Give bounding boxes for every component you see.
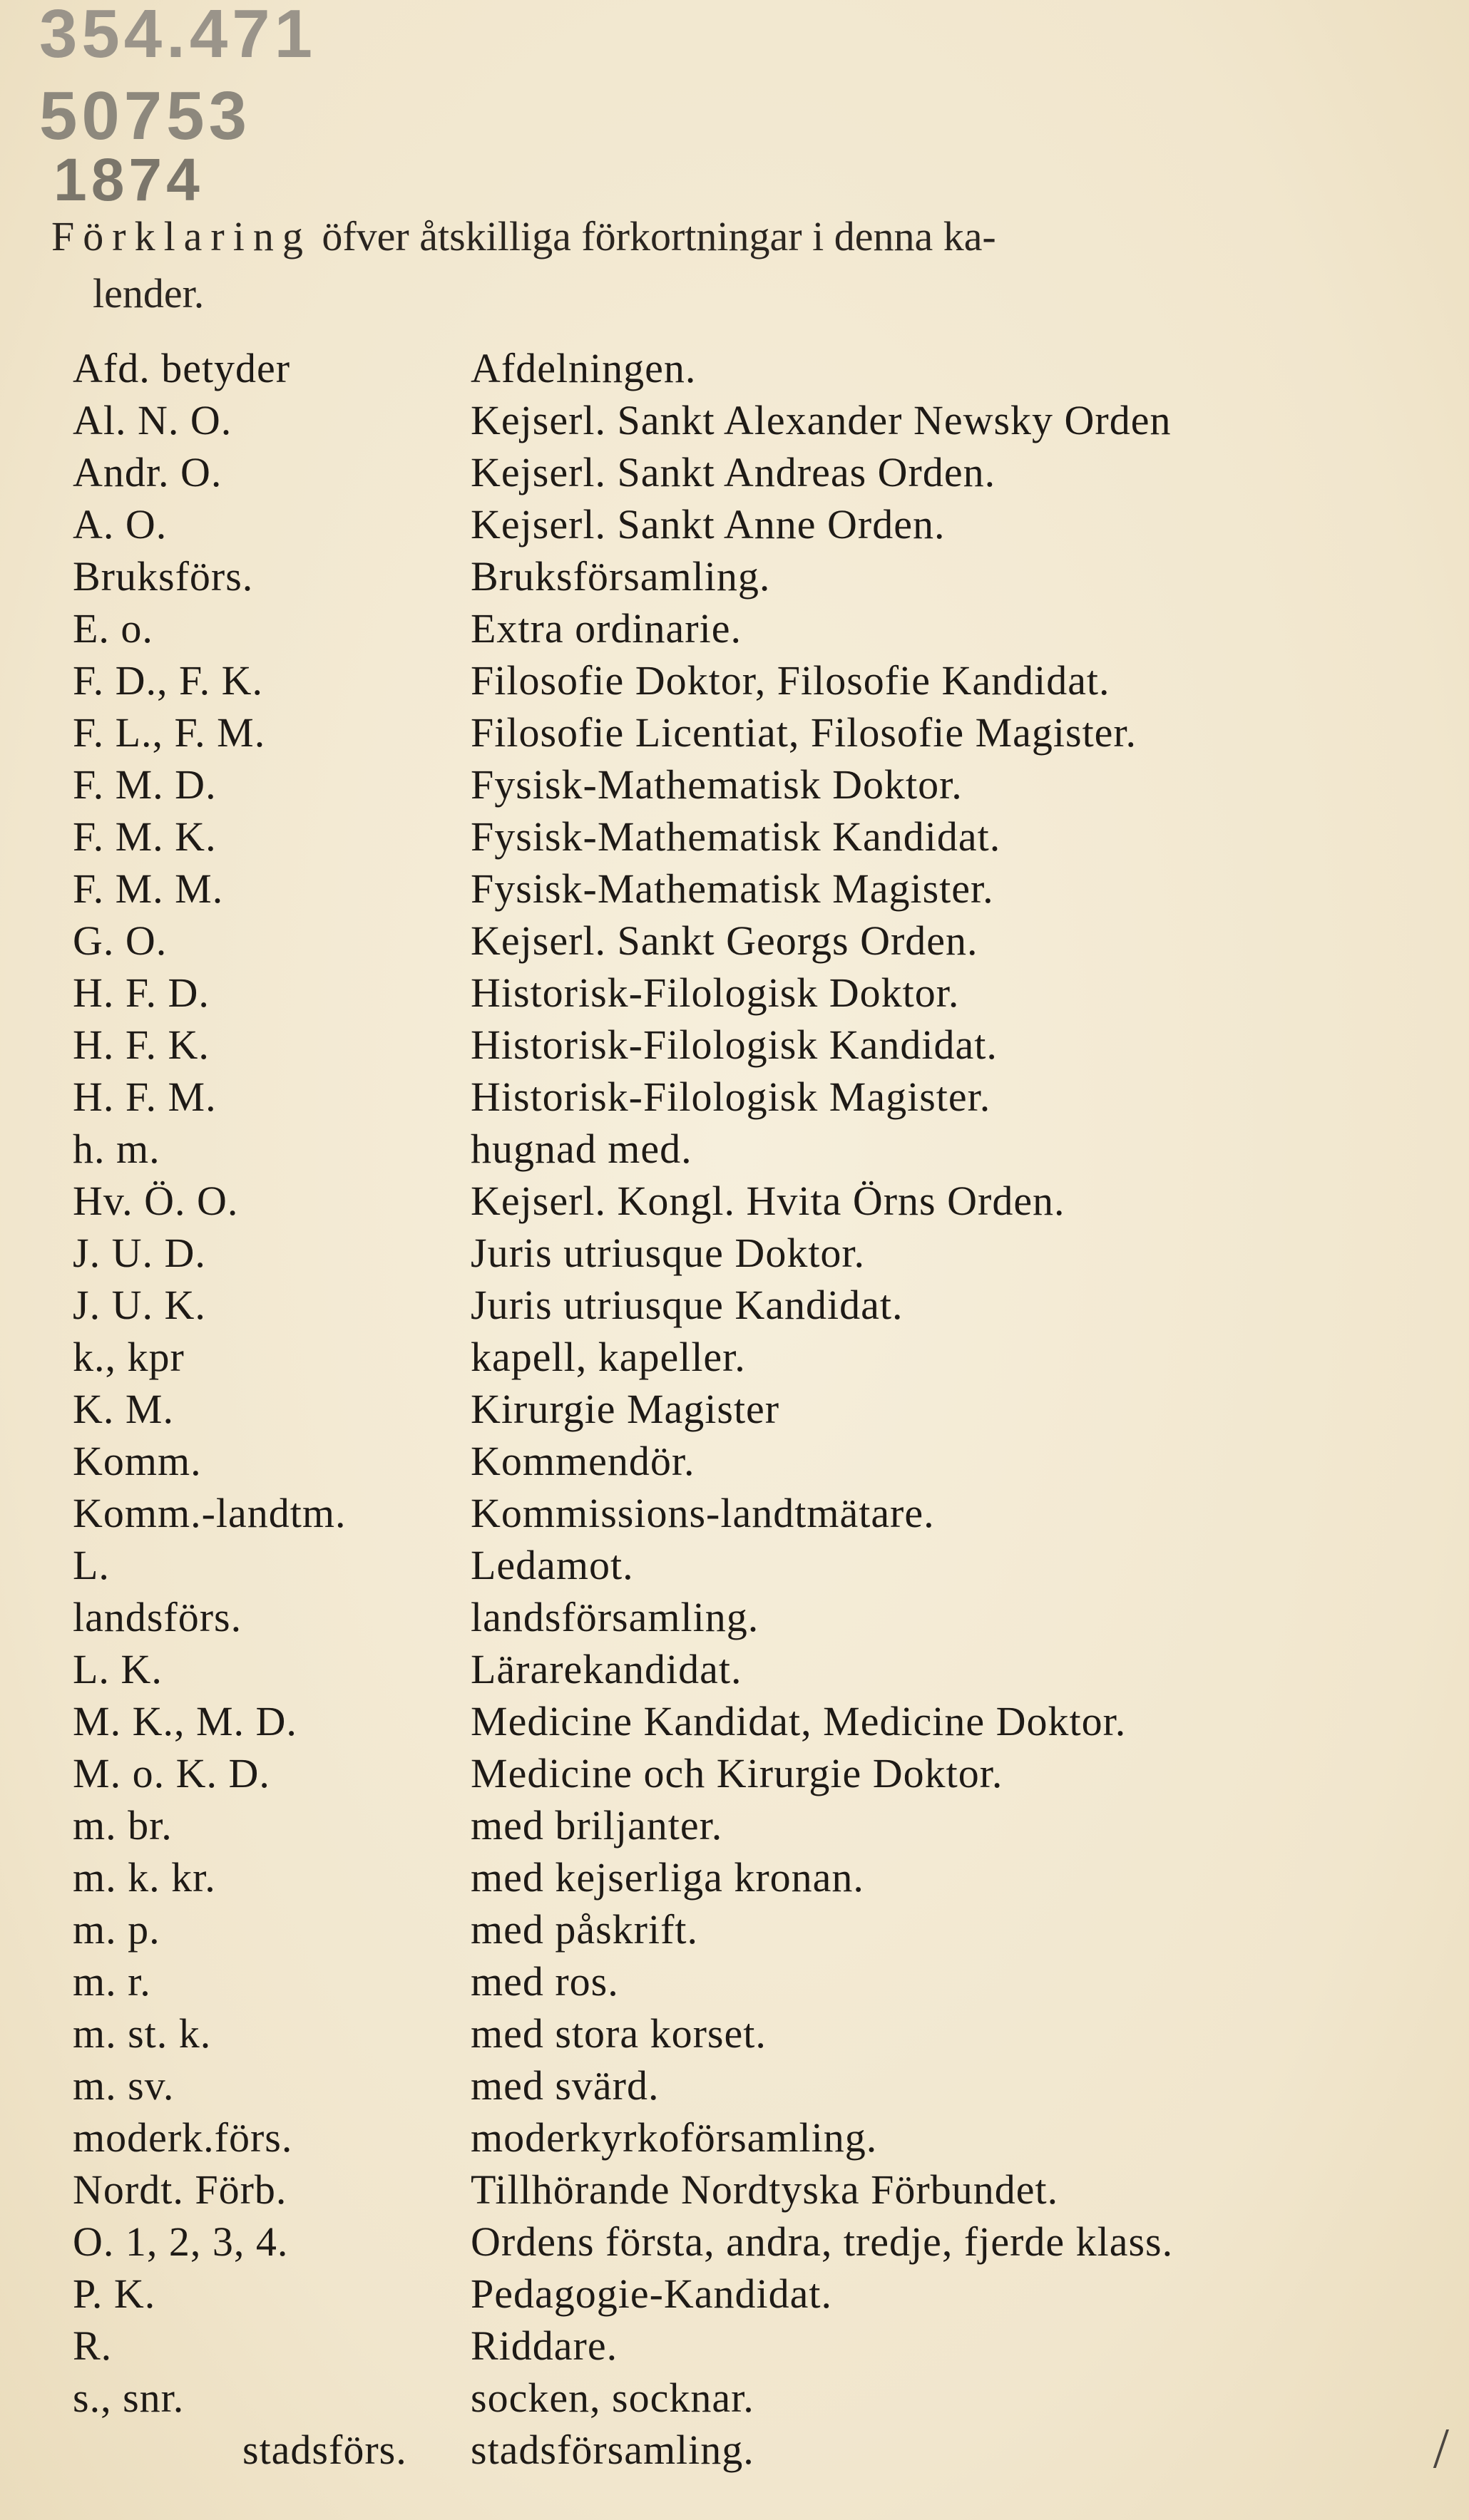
- abbreviation-term: F. M. K.: [73, 813, 217, 860]
- abbreviation-row: [0, 2007, 1469, 2060]
- abbreviation-row: [0, 1591, 1469, 1644]
- abbreviation-term: m. sv.: [73, 2062, 175, 2109]
- abbreviation-term: Hv. Ö. O.: [73, 1178, 239, 1224]
- abbreviation-meaning: Historisk-Filologisk Doktor.: [471, 970, 960, 1016]
- abbreviation-term: O. 1, 2, 3, 4.: [73, 2218, 289, 2265]
- abbreviation-row: [0, 1539, 1469, 1592]
- heading-title-word: Förklaring: [51, 213, 312, 259]
- abbreviation-term: K. M.: [73, 1386, 174, 1432]
- abbreviation-term: landsförs.: [73, 1594, 242, 1640]
- abbreviation-meaning: Ledamot.: [471, 1542, 634, 1588]
- abbreviation-meaning: med påskrift.: [471, 1906, 699, 1953]
- abbreviation-row: [0, 811, 1469, 863]
- handwritten-shelfmark-line-2: 50753: [39, 78, 251, 154]
- abbreviation-term: moderk.förs.: [73, 2114, 293, 2161]
- heading-title-continuation: lender.: [93, 270, 205, 317]
- abbreviation-row: [0, 1487, 1469, 1540]
- abbreviation-term: m. br.: [73, 1802, 173, 1848]
- abbreviation-term: A. O.: [73, 501, 168, 547]
- abbreviation-term: m. r.: [73, 1958, 151, 2005]
- abbreviation-row: [0, 1643, 1469, 1696]
- abbreviation-meaning: Fysisk-Mathematisk Kandidat.: [471, 813, 1001, 860]
- abbreviation-term: F. M. D.: [73, 761, 217, 808]
- abbreviation-term: M. o. K. D.: [73, 1750, 270, 1796]
- abbreviation-meaning: Medicine och Kirurgie Doktor.: [471, 1750, 1003, 1796]
- abbreviation-term: L.: [73, 1542, 110, 1588]
- abbreviation-row: [0, 1955, 1469, 2008]
- abbreviation-term: Al. N. O.: [73, 397, 232, 443]
- abbreviation-term: F. M. M.: [73, 865, 224, 912]
- heading-title-rest: öfver åtskilliga förkortningar i denna ka-: [322, 213, 996, 259]
- abbreviation-row: [0, 550, 1469, 603]
- abbreviation-meaning: Filosofie Doktor, Filosofie Kandidat.: [471, 657, 1110, 704]
- abbreviation-row: [0, 2059, 1469, 2112]
- abbreviation-meaning: moderkyrkoförsamling.: [471, 2114, 878, 2161]
- abbreviation-meaning: Kejserl. Kongl. Hvita Örns Orden.: [471, 1178, 1065, 1224]
- abbreviation-row: [0, 2164, 1469, 2216]
- abbreviation-term: H. F. M.: [73, 1074, 217, 1120]
- abbreviation-meaning: Kirurgie Magister: [471, 1386, 780, 1432]
- margin-pencil-mark: /: [1433, 2417, 1449, 2480]
- abbreviation-row: [0, 446, 1469, 499]
- abbreviation-meaning: Filosofie Licentiat, Filosofie Magister.: [471, 709, 1137, 756]
- abbreviation-row: [0, 602, 1469, 655]
- abbreviation-row: [0, 342, 1469, 395]
- abbreviation-term: E. o.: [73, 605, 153, 652]
- abbreviation-row: [0, 1383, 1469, 1436]
- abbreviation-row: [0, 1279, 1469, 1332]
- abbreviation-meaning: Kejserl. Sankt Anne Orden.: [471, 501, 946, 547]
- abbreviation-meaning: Riddare.: [471, 2323, 618, 2369]
- abbreviation-meaning: Juris utriusque Doktor.: [471, 1230, 866, 1276]
- abbreviation-meaning: med kejserliga kronan.: [471, 1854, 864, 1901]
- abbreviation-term: m. st. k.: [73, 2010, 212, 2057]
- abbreviation-term: stadsförs.: [242, 2427, 407, 2473]
- abbreviation-row: [0, 915, 1469, 967]
- abbreviation-term: F. D., F. K.: [73, 657, 263, 704]
- abbreviation-row: [0, 2320, 1469, 2372]
- abbreviation-meaning: med stora korset.: [471, 2010, 767, 2057]
- abbreviation-row: [0, 2424, 1469, 2477]
- abbreviation-row: [0, 1903, 1469, 1956]
- abbreviation-row: [0, 2216, 1469, 2268]
- abbreviation-meaning: Kommissions-landtmätare.: [471, 1490, 935, 1536]
- abbreviation-term: P. K.: [73, 2270, 156, 2317]
- abbreviation-term: m. p.: [73, 1906, 160, 1953]
- abbreviation-term: Andr. O.: [73, 449, 222, 495]
- abbreviation-row: [0, 1851, 1469, 1904]
- abbreviation-row: [0, 2112, 1469, 2164]
- abbreviation-term: Komm.-landtm.: [73, 1490, 347, 1536]
- abbreviation-meaning: landsförsamling.: [471, 1594, 759, 1640]
- abbreviation-term: M. K., M. D.: [73, 1698, 297, 1744]
- abbreviation-term: Afd. betyder: [73, 345, 291, 391]
- abbreviation-meaning: med svärd.: [471, 2062, 660, 2109]
- abbreviation-meaning: Juris utriusque Kandidat.: [471, 1282, 904, 1328]
- abbreviation-meaning: Pedagogie-Kandidat.: [471, 2270, 833, 2317]
- abbreviation-meaning: Lärarekandidat.: [471, 1646, 742, 1692]
- abbreviation-meaning: Medicine Kandidat, Medicine Doktor.: [471, 1698, 1127, 1744]
- abbreviation-row: [0, 1331, 1469, 1384]
- abbreviation-meaning: Fysisk-Mathematisk Doktor.: [471, 761, 963, 808]
- abbreviation-meaning: socken, socknar.: [471, 2375, 754, 2421]
- abbreviation-row: [0, 1175, 1469, 1228]
- abbreviation-meaning: Bruksförsamling.: [471, 553, 771, 600]
- abbreviation-meaning: Ordens första, andra, tredje, fjerde klass.: [471, 2218, 1174, 2265]
- abbreviation-term: H. F. K.: [73, 1022, 210, 1068]
- abbreviation-meaning: kapell, kapeller.: [471, 1334, 746, 1380]
- abbreviation-meaning: med briljanter.: [471, 1802, 723, 1848]
- abbreviation-row: [0, 967, 1469, 1019]
- abbreviation-term: m. k. kr.: [73, 1854, 216, 1901]
- abbreviation-row: [0, 1799, 1469, 1852]
- abbreviation-term: Bruksförs.: [73, 553, 254, 600]
- abbreviation-row: [0, 1071, 1469, 1123]
- abbreviation-term: R.: [73, 2323, 113, 2369]
- abbreviation-meaning: stadsförsamling.: [471, 2427, 754, 2473]
- abbreviation-meaning: Historisk-Filologisk Kandidat.: [471, 1022, 998, 1068]
- abbreviation-term: J. U. K.: [73, 1282, 206, 1328]
- abbreviation-term: Komm.: [73, 1438, 202, 1484]
- abbreviation-row: [0, 394, 1469, 447]
- abbreviation-meaning: Kejserl. Sankt Andreas Orden.: [471, 449, 996, 495]
- abbreviation-row: [0, 1227, 1469, 1280]
- abbreviation-term: s., snr.: [73, 2375, 185, 2421]
- handwritten-shelfmark-line-1: 354.471: [39, 0, 317, 72]
- handwritten-shelfmark-line-3: 1874: [53, 146, 204, 213]
- abbreviation-row: [0, 2268, 1469, 2320]
- abbreviation-row: [0, 758, 1469, 811]
- abbreviation-term: H. F. D.: [73, 970, 210, 1016]
- abbreviation-row: [0, 1123, 1469, 1176]
- abbreviation-row: [0, 1019, 1469, 1071]
- abbreviation-row: [0, 706, 1469, 759]
- abbreviation-term: G. O.: [73, 917, 168, 964]
- abbreviation-meaning: Historisk-Filologisk Magister.: [471, 1074, 991, 1120]
- abbreviation-meaning: Tillhörande Nordtyska Förbundet.: [471, 2166, 1059, 2213]
- abbreviation-term: h. m.: [73, 1126, 160, 1172]
- abbreviation-row: [0, 1747, 1469, 1800]
- abbreviation-row: [0, 1695, 1469, 1748]
- abbreviation-row: [0, 1435, 1469, 1488]
- abbreviation-row: [0, 654, 1469, 707]
- abbreviation-term: k., kpr: [73, 1334, 185, 1380]
- abbreviation-meaning: med ros.: [471, 1958, 619, 2005]
- abbreviation-meaning: Kommendör.: [471, 1438, 695, 1484]
- abbreviation-term: J. U. D.: [73, 1230, 206, 1276]
- abbreviation-meaning: Extra ordinarie.: [471, 605, 742, 652]
- abbreviation-term: F. L., F. M.: [73, 709, 266, 756]
- abbreviation-meaning: Fysisk-Mathematisk Magister.: [471, 865, 994, 912]
- abbreviation-meaning: hugnad med.: [471, 1126, 692, 1172]
- abbreviation-term: Nordt. Förb.: [73, 2166, 287, 2213]
- abbreviation-meaning: Kejserl. Sankt Alexander Newsky Orden: [471, 397, 1172, 443]
- abbreviation-row: [0, 498, 1469, 551]
- abbreviation-meaning: Kejserl. Sankt Georgs Orden.: [471, 917, 978, 964]
- abbreviation-term: L. K.: [73, 1646, 163, 1692]
- abbreviation-row: [0, 2372, 1469, 2424]
- abbreviation-meaning: Afdelningen.: [471, 345, 697, 391]
- abbreviation-row: [0, 863, 1469, 915]
